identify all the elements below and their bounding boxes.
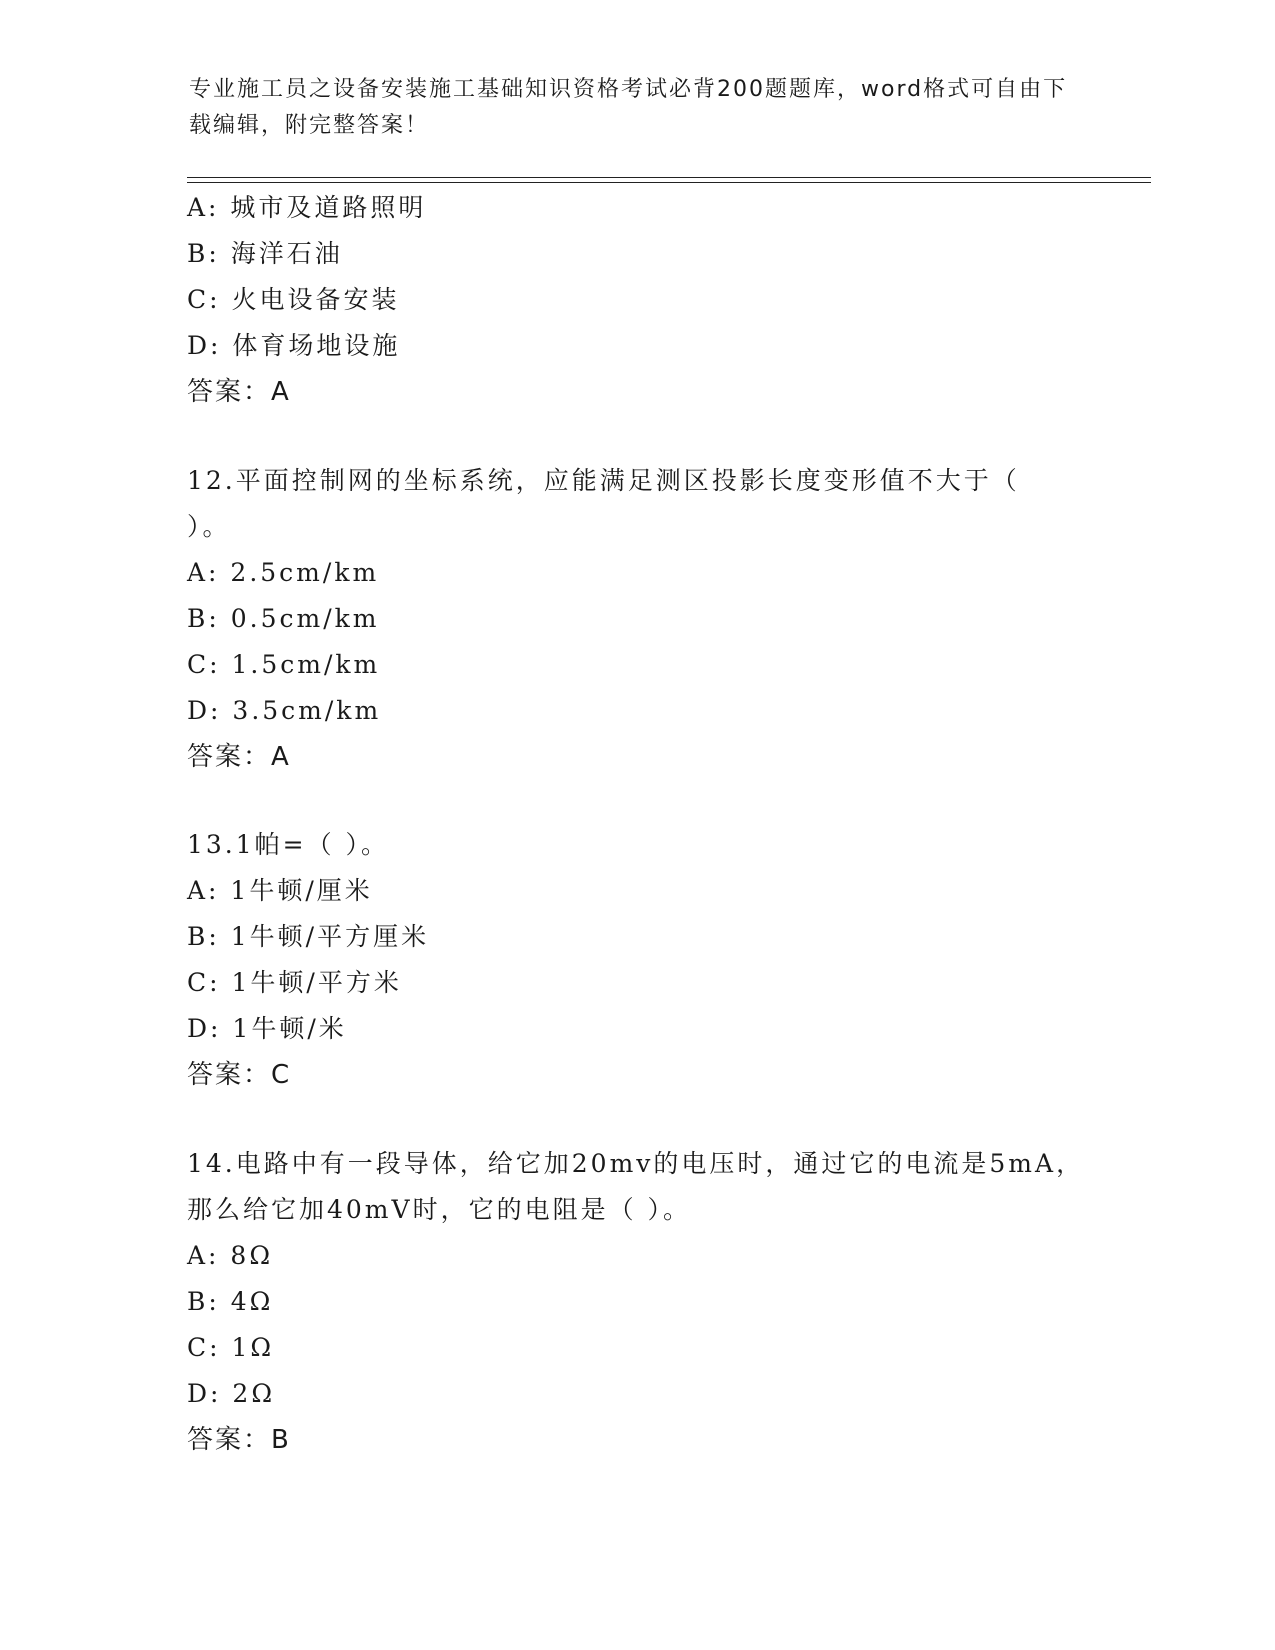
- question-14: [187, 1141, 1084, 1463]
- question-11: [187, 185, 426, 415]
- question-12: [187, 458, 1020, 780]
- question-text-line2: 那么给它加40mV时，它的电阻是（ ）。: [187, 1195, 692, 1224]
- question-text-line1: 12.平面控制网的坐标系统，应能满足测区投影长度变形值不大于（: [187, 466, 1020, 495]
- option-a: A: 1牛顿/厘米: [187, 876, 373, 905]
- option-c: C: 火电设备安装: [187, 285, 400, 314]
- option-c: C: 1牛顿/平方米: [187, 968, 402, 997]
- option-c: C: 1.5cm/km: [187, 650, 381, 679]
- header-divider-top: [187, 177, 1151, 178]
- header-divider-bottom: [187, 182, 1151, 183]
- option-d: D: 2Ω: [187, 1379, 276, 1408]
- question-text: 13.1帕=（ ）。: [187, 830, 390, 859]
- question-text-line2: ）。: [187, 512, 231, 541]
- option-b: B: 0.5cm/km: [187, 604, 380, 633]
- document-title: 专业施工员之设备安装施工基础知识资格考试必背200题题库，word格式可自由下载编辑，附完整答案！: [189, 77, 1068, 138]
- option-a: A: 2.5cm/km: [187, 558, 380, 587]
- option-b: B: 1牛顿/平方厘米: [187, 922, 430, 951]
- option-d: D: 1牛顿/米: [187, 1014, 347, 1043]
- answer: 答案：A: [187, 377, 291, 407]
- option-d: D: 3.5cm/km: [187, 696, 382, 725]
- answer: 答案：B: [187, 1425, 291, 1455]
- answer: 答案：A: [187, 742, 291, 772]
- answer: 答案：C: [187, 1060, 292, 1090]
- option-d: D: 体育场地设施: [187, 331, 401, 360]
- option-b: B: 海洋石油: [187, 239, 343, 268]
- option-a: A: 8Ω: [187, 1241, 274, 1270]
- question-13: [187, 822, 429, 1098]
- option-a: A: 城市及道路照明: [187, 193, 427, 222]
- option-b: B: 4Ω: [187, 1287, 274, 1316]
- question-text-line1: 14.电路中有一段导体，给它加20mv的电压时，通过它的电流是5mA，: [187, 1149, 1085, 1178]
- option-c: C: 1Ω: [187, 1333, 275, 1362]
